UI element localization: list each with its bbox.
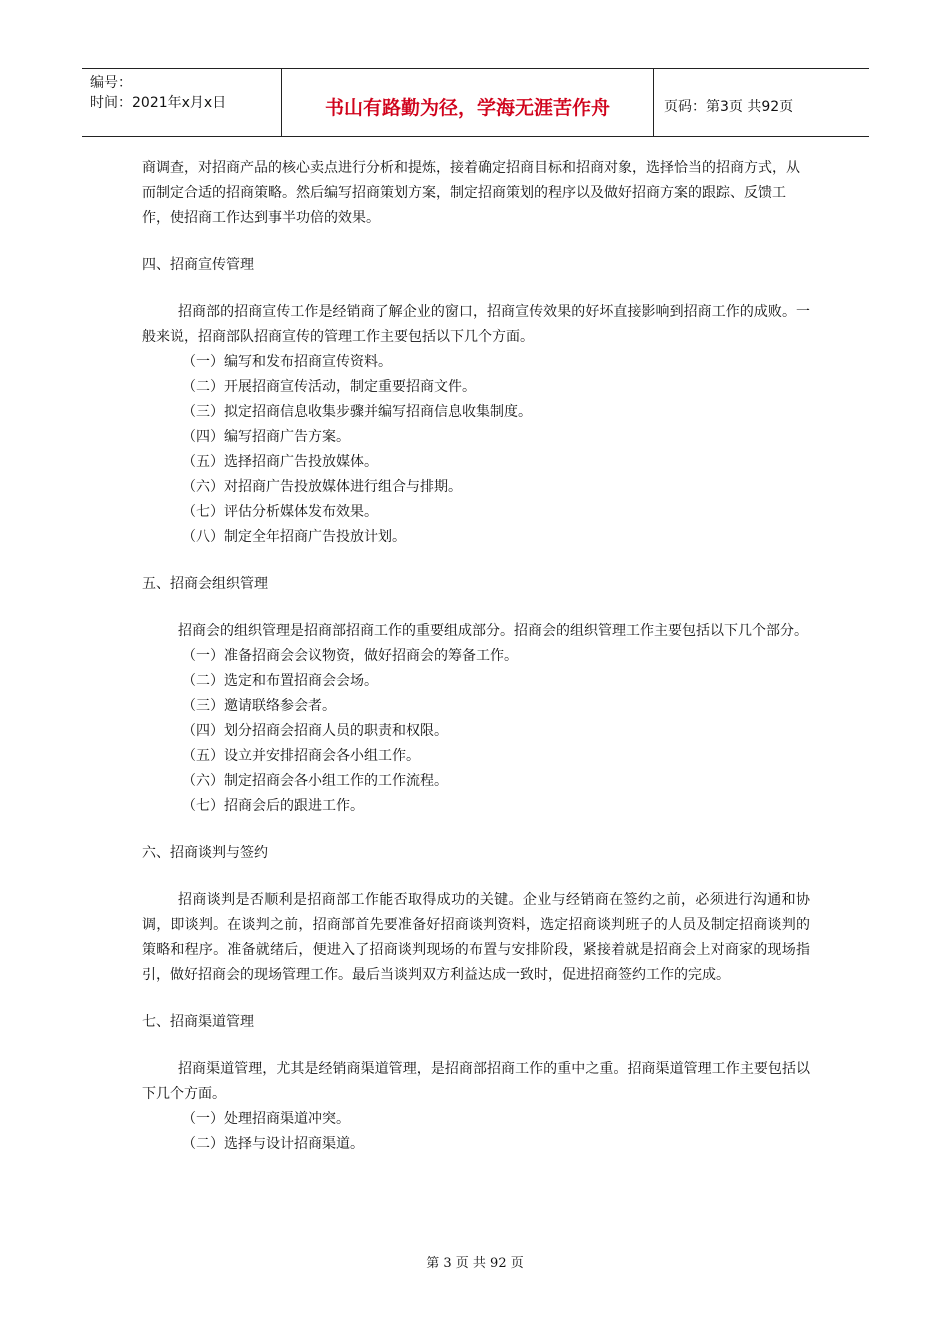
number-label: 编号： (90, 75, 132, 91)
section-5-title: 五、招商会组织管理 (142, 576, 268, 592)
list-item: （五）选择招商广告投放媒体。 (182, 454, 378, 470)
list-item: （四）编写招商广告方案。 (182, 429, 350, 445)
section-6-paragraph: 招商谈判是否顺利是招商部工作能否取得成功的关键。企业与经销商在签约之前，必须进行沟通和协调，即谈判。在谈判之前，招商部首先要准备好招商谈判资料，选定招商谈判班子的人员及制定招商谈判的策略和程序。准备就绪后，便进入了招商谈判现场的布置与安排阶段，紧接着就是招商会上对商家的现场指引，做好招商会的现场管理工作。最后当谈判双方利益达成一致时，促进招商签约工作的完成。 (142, 892, 810, 983)
section-6-title: 六、招商谈判与签约 (142, 845, 268, 861)
header-page-label: 页码：第3页 共92页 (664, 98, 794, 115)
page-footer: 第 3 页 共 92 页 (426, 1256, 524, 1271)
list-item: （七）招商会后的跟进工作。 (182, 798, 364, 814)
intro-paragraph: 商调查，对招商产品的核心卖点进行分析和提炼，接着确定招商目标和招商对象，选择恰当的招商方式，从而制定合适的招商策略。然后编写招商策划方案，制定招商策划的程序以及做好招商方案的跟踪、反馈工作，使招商工作达到事半功倍的效果。 (142, 160, 800, 226)
section-7-title: 七、招商渠道管理 (142, 1014, 254, 1030)
list-item: （三）拟定招商信息收集步骤并编写招商信息收集制度。 (182, 404, 532, 420)
section-7-list (142, 1107, 810, 1157)
list-item: （三）邀请联络参会者。 (182, 698, 336, 714)
list-item: （六）对招商广告投放媒体进行组合与排期。 (182, 479, 462, 495)
list-item: （八）制定全年招商广告投放计划。 (182, 529, 406, 545)
list-item: （四）划分招商会招商人员的职责和权限。 (182, 723, 448, 739)
list-item: （六）制定招商会各小组工作的工作流程。 (182, 773, 448, 789)
section-4-list (142, 350, 810, 550)
list-item: （一）处理招商渠道冲突。 (182, 1111, 350, 1127)
section-7-paragraph: 招商渠道管理，尤其是经销商渠道管理，是招商部招商工作的重中之重。招商渠道管理工作主要包括以下几个方面。 (142, 1061, 810, 1102)
list-item: （一）准备招商会会议物资，做好招商会的筹备工作。 (182, 648, 518, 664)
list-item: （七）评估分析媒体发布效果。 (182, 504, 378, 520)
section-4-title: 四、招商宣传管理 (142, 257, 254, 273)
list-item: （二）选择与设计招商渠道。 (182, 1136, 364, 1152)
document-body (142, 156, 810, 1157)
section-5-paragraph: 招商会的组织管理是招商部招商工作的重要组成部分。招商会的组织管理工作主要包括以下几个部分。 (178, 623, 808, 639)
page-header (82, 68, 869, 137)
date-label: 时间：2021年x月x日 (90, 95, 227, 111)
header-motto: 书山有路勤为径，学海无涯苦作舟 (282, 69, 654, 136)
section-4-paragraph: 招商部的招商宣传工作是经销商了解企业的窗口，招商宣传效果的好坏直接影响到招商工作的成败。一般来说，招商部队招商宣传的管理工作主要包括以下几个方面。 (142, 304, 810, 345)
header-meta (82, 69, 282, 136)
list-item: （二）开展招商宣传活动，制定重要招商文件。 (182, 379, 476, 395)
list-item: （一）编写和发布招商宣传资料。 (182, 354, 392, 370)
list-item: （二）选定和布置招商会会场。 (182, 673, 378, 689)
section-5-list (142, 644, 810, 819)
list-item: （五）设立并安排招商会各小组工作。 (182, 748, 420, 764)
